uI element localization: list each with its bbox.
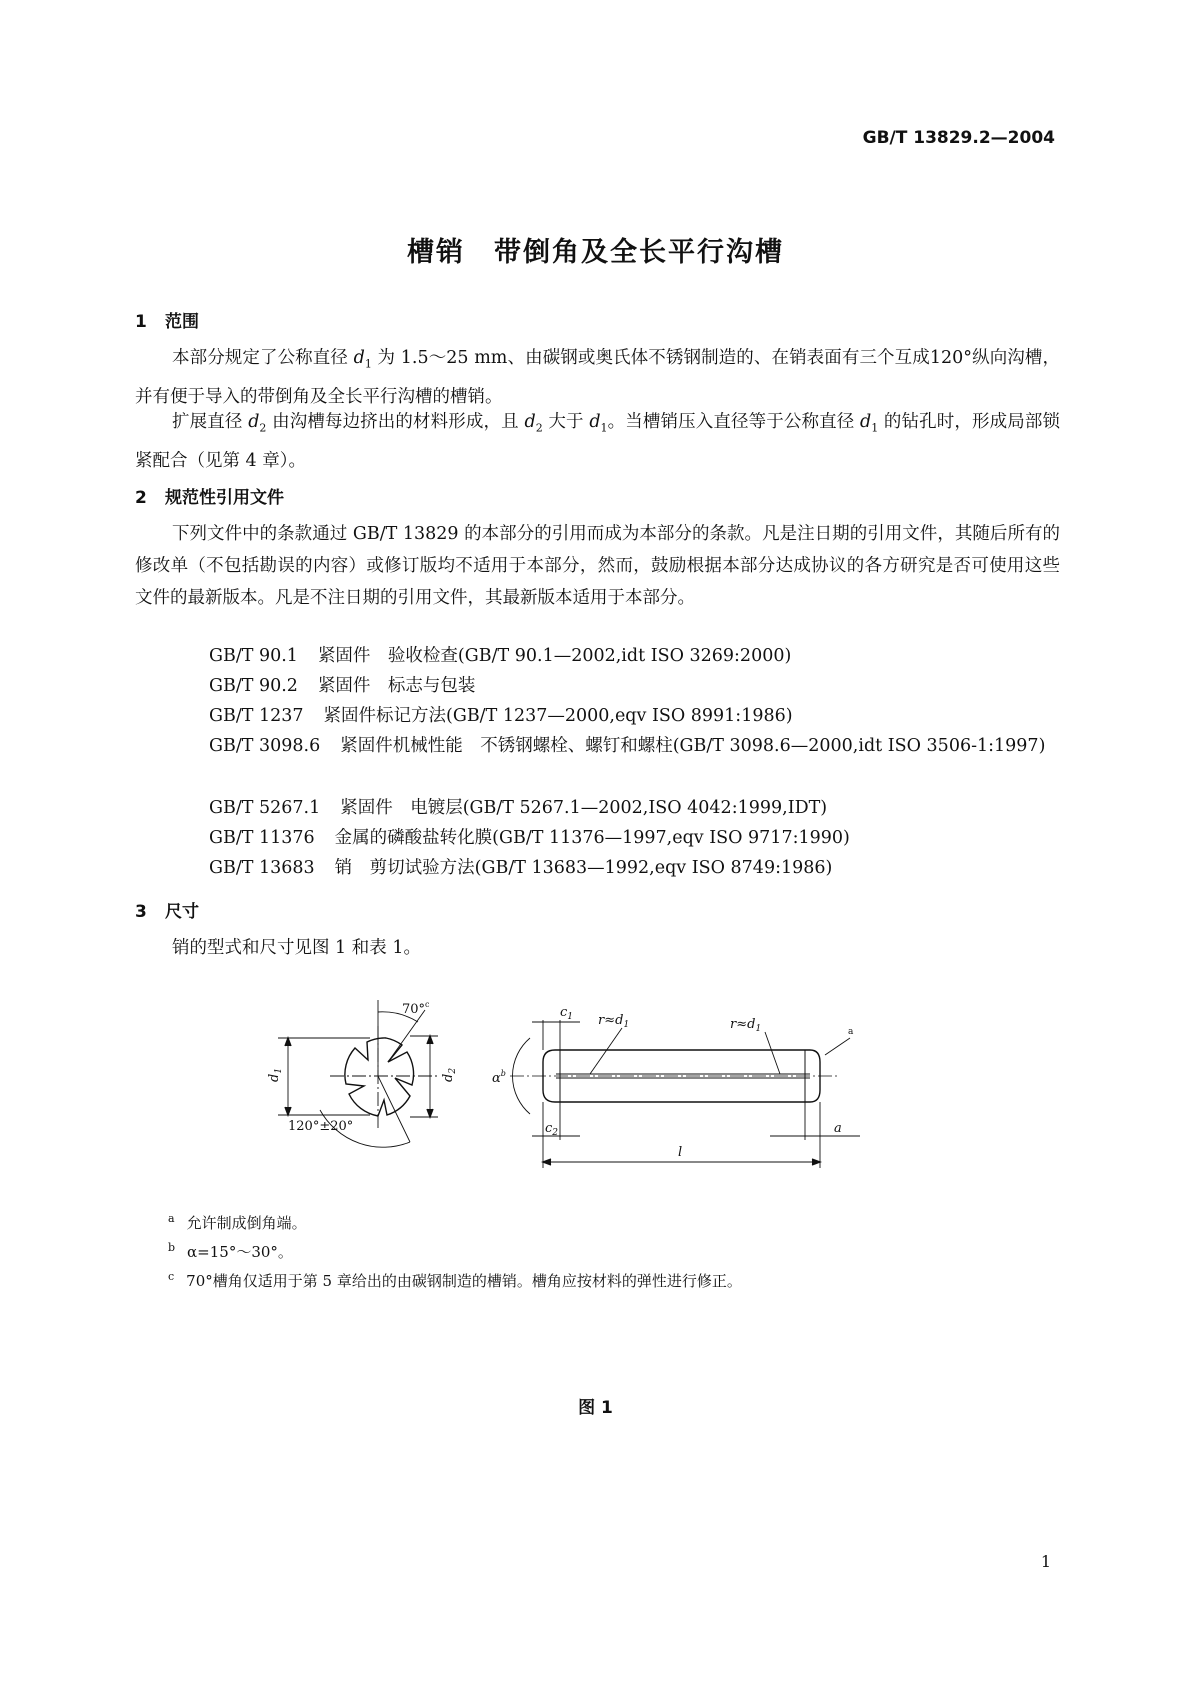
- section-title: 尺寸: [165, 902, 199, 922]
- section-3-heading: [135, 897, 199, 922]
- var-d: d: [248, 412, 260, 432]
- l-label: l: [678, 1145, 683, 1160]
- sub: 2: [259, 421, 267, 435]
- ref-code: GB/T 90.1: [209, 646, 298, 666]
- r-right-label: $r\approx d_1$: [730, 1017, 762, 1034]
- ref-code: GB/T 3098.6: [209, 736, 321, 756]
- ref-title: 销 剪切试验方法(GB/T 13683—1992,eqv ISO 8749:1986): [334, 858, 833, 878]
- sub: 2: [535, 421, 543, 435]
- section-number: 1: [135, 312, 147, 332]
- a-label: a: [834, 1121, 842, 1136]
- r-leader-right: [765, 1032, 780, 1074]
- reference-item: [135, 700, 1060, 732]
- footnote-mark: c: [168, 1270, 175, 1283]
- text: 为 1.5～25 mm、由碳钢或奥氏体不锈钢制造的、在销表面有三个互成120°纵向沟槽，并有便于导入的带倒角及全长平行沟槽的槽销。: [135, 348, 1060, 407]
- footnote-text: 允许制成倒角端。: [186, 1214, 307, 1232]
- arrow: [427, 1109, 433, 1117]
- arrow: [812, 1159, 820, 1165]
- footnote-mark: a: [168, 1212, 175, 1225]
- scope-paragraph-1: [135, 342, 1060, 413]
- sub: 1: [364, 357, 372, 371]
- alpha-label: $\alpha^b$: [492, 1069, 506, 1086]
- text: 由沟槽每边挤出的材料形成，且: [266, 412, 525, 432]
- dimensions-text: 销的型式和尺寸见图 1 和表 1。: [172, 938, 421, 958]
- ref-code: GB/T 1237: [209, 706, 304, 726]
- arrow: [285, 1038, 291, 1046]
- scope-paragraph-2: [135, 406, 1060, 477]
- d2-label: $d_2$: [441, 1067, 458, 1082]
- section-1-heading: [135, 307, 199, 332]
- figure-1: [260, 990, 940, 1190]
- page-number: 1: [1040, 1552, 1051, 1571]
- text: 大于: [542, 412, 590, 432]
- footnote-mark: b: [168, 1241, 176, 1254]
- footnote-text: 70°槽角仅适用于第 5 章给出的由碳钢制造的槽销。槽角应按材料的弹性进行修正。: [186, 1272, 742, 1290]
- d1-label: $d_1$: [267, 1067, 284, 1082]
- r-leader-left: [590, 1028, 622, 1074]
- var-d: d: [353, 348, 365, 368]
- standard-number: GB/T 13829.2—2004: [862, 128, 1055, 148]
- var-d: d: [589, 412, 601, 432]
- figure-footnote: [168, 1270, 742, 1291]
- ref-title: 金属的磷酸盐转化膜(GB/T 11376—1997,eqv ISO 9717:1990): [334, 828, 850, 848]
- section-2-heading: [135, 483, 284, 508]
- reference-item: [135, 670, 1060, 702]
- angle-70-label: 70°$^c$: [402, 1000, 430, 1017]
- normative-intro: 下列文件中的条款通过 GB/T 13829 的本部分的引用而成为本部分的条款。凡是注日期的引用文件，其随后所有的修改单（不包括勘误的内容）或修订版均不适用于本部分，然而，鼓励根据本部分达成协议的各方研究是否可使用这些文件的最新版本。凡是不注日期的引用文件，其最新版本适用于本部分。: [135, 524, 1060, 608]
- section-title: 规范性引用文件: [165, 488, 284, 508]
- text: 的钻孔时，形成局部锁紧配合（见第 4 章）。: [135, 412, 1061, 471]
- note-a-marker: a: [848, 1027, 854, 1037]
- section-number: 2: [135, 488, 147, 508]
- ref-code: GB/T 5267.1: [209, 798, 321, 818]
- note-a-leader: [825, 1038, 850, 1055]
- ref-title: 紧固件 电镀层(GB/T 5267.1—2002,ISO 4042:1999,IDT): [340, 798, 828, 818]
- r-left-label: $r\approx d_1$: [598, 1013, 630, 1030]
- ref-title: 紧固件机械性能 不锈钢螺栓、螺钉和螺柱(GB/T 3098.6—2000,idt ISO 3506-1:1997): [340, 736, 1046, 756]
- footnote-text: α=15°～30°。: [187, 1243, 293, 1261]
- ref-code: GB/T 13683: [209, 858, 315, 878]
- figure-footnote: [168, 1241, 293, 1262]
- arrow: [543, 1159, 551, 1165]
- reference-item: [135, 792, 1060, 824]
- angle-120-label: 120°±20°: [288, 1119, 354, 1134]
- figure-footnote: [168, 1212, 307, 1233]
- text: 。当槽销压入直径等于公称直径: [607, 412, 861, 432]
- section-title: 范围: [165, 312, 199, 332]
- ref-code: GB/T 90.2: [209, 676, 298, 696]
- page-title: 槽销 带倒角及全长平行沟槽: [407, 237, 784, 268]
- c2-label: $c_2$: [545, 1121, 559, 1138]
- text: 本部分规定了公称直径: [172, 348, 354, 368]
- ref-title: 紧固件 验收检查(GB/T 90.1—2002,idt ISO 3269:2000): [317, 646, 792, 666]
- reference-item: [135, 822, 1060, 854]
- section-number: 3: [135, 902, 147, 922]
- ref-title: 紧固件标记方法(GB/T 1237—2000,eqv ISO 8991:1986): [323, 706, 793, 726]
- c1-label: $c_1$: [560, 1005, 574, 1022]
- ref-code: GB/T 11376: [209, 828, 315, 848]
- text: 扩展直径: [172, 412, 249, 432]
- arrow: [427, 1036, 433, 1044]
- sub: 1: [871, 421, 879, 435]
- side-view: [510, 1020, 860, 1168]
- reference-item: [135, 852, 1060, 884]
- var-d: d: [524, 412, 536, 432]
- reference-item: [135, 640, 1060, 672]
- var-d: d: [860, 412, 872, 432]
- pin-cross-section: [345, 1038, 414, 1116]
- arrow: [285, 1107, 291, 1115]
- reference-item: [135, 730, 1060, 762]
- figure-caption: 图 1: [578, 1398, 613, 1418]
- angle-120-leg: [378, 1076, 410, 1142]
- ref-title: 紧固件 标志与包装: [317, 676, 476, 696]
- sub: 1: [600, 421, 608, 435]
